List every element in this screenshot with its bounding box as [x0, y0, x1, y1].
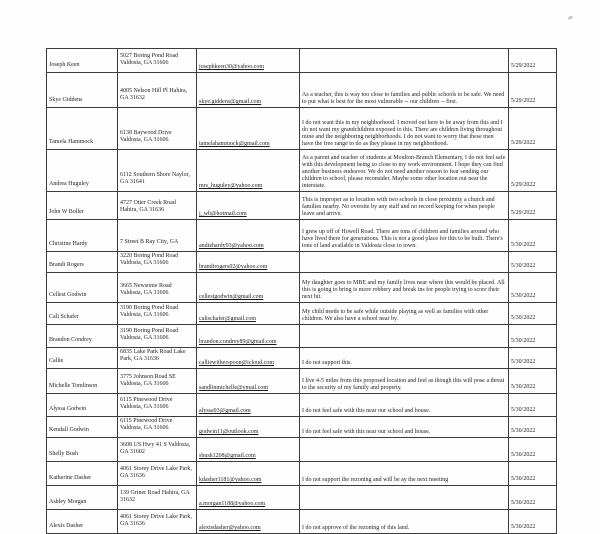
commenter-name: Callie [47, 348, 118, 369]
email-link[interactable]: brandon.condrey89@gmail.com [199, 339, 277, 345]
commenter-email-cell [197, 369, 300, 394]
commenter-address: 6835 Lake Park Road Lake Park, GA 31636 [118, 348, 197, 369]
commenter-address: 3190 Boring Pond Road Valdosta, GA 31606 [118, 325, 197, 348]
email-link[interactable]: kdasher1181@yahoo.com [199, 477, 262, 483]
comment-text: My child needs to be safe while outside playing as well as families with other children. We also have a school near by. [300, 303, 509, 325]
commenter-name: Joseph Keen [47, 49, 118, 73]
commenter-name: Skye Giddens [47, 73, 118, 108]
commenter-email-cell [197, 462, 300, 486]
commenter-name: John W Boller [47, 192, 118, 220]
table-row [47, 150, 557, 192]
comment-date: 5/29/2022 [509, 192, 557, 220]
table-row [47, 252, 557, 273]
commenter-name: Tamela Hammock [47, 108, 118, 150]
commenter-email-cell [197, 273, 300, 303]
comment-text: I do not feel safe with this near our school and house. [300, 394, 509, 417]
table-row [47, 510, 557, 534]
comments-table-body [47, 49, 557, 534]
commenter-email-cell [197, 510, 300, 534]
comment-date: 5/30/2022 [509, 303, 557, 325]
comment-text: I do not support this. [300, 348, 509, 369]
comment-text: I do not approve of the rezoning of this land. [300, 510, 509, 534]
commenter-name: Shelly Bush [47, 438, 118, 462]
commenter-email-cell [197, 303, 300, 325]
commenter-name: Brandi Rogers [47, 252, 118, 273]
comment-date: 5/30/2022 [509, 325, 557, 348]
commenter-email-cell [197, 108, 300, 150]
table-row [47, 369, 557, 394]
table-row [47, 303, 557, 325]
comment-text [300, 486, 509, 510]
commenter-email-cell [197, 220, 300, 252]
commenter-address: 3665 Newsome Road Valdosta, GA 31606 [118, 273, 197, 303]
commenter-email-cell [197, 73, 300, 108]
comment-text: I live 4-5 miles from this proposed location and feel as though this will pose a threat to the security of my family and property. [300, 369, 509, 394]
comment-text: I do not feel safe with this near our school and house. [300, 417, 509, 438]
commenter-name: Cali Schafer [47, 303, 118, 325]
commenter-address: 6112 Southern Shore Naylor, GA 31641 [118, 150, 197, 192]
email-link[interactable]: sbush1208@gmail.com [199, 453, 256, 459]
comment-text: This is improper as to location with two schools in close proximity a church and families nearby. No oversite by any staff and no record keeping for when people leave and arrive. [300, 192, 509, 220]
email-link[interactable]: alyssa93@gmail.com [199, 408, 251, 414]
scan-artifact [568, 15, 574, 20]
commenter-email-cell [197, 49, 300, 73]
comment-date: 5/29/2022 [509, 150, 557, 192]
public-comments-table [46, 48, 557, 534]
comment-text: As a teacher, this is way too close to families and public schools to be safe. We need to put what is best for the most vulnerable -- our children -- first. [300, 73, 509, 108]
commenter-address: 139 Griner Road Hahira, GA 31632 [118, 486, 197, 510]
comment-text [300, 49, 509, 73]
comment-date: 5/30/2022 [509, 438, 557, 462]
commenter-name: Ashley Morgan [47, 486, 118, 510]
commenter-address: 3608 US Hwy 41 S Valdosta, GA 31602 [118, 438, 197, 462]
commenter-email-cell [197, 486, 300, 510]
commenter-email-cell [197, 417, 300, 438]
comment-date: 5/29/2022 [509, 49, 557, 73]
email-link[interactable]: calliewitherspoon@icloud.com [199, 360, 275, 366]
commenter-address: 5027 Boring Pond Road Valdosta, GA 31606 [118, 49, 197, 73]
comment-date: 5/30/2022 [509, 417, 557, 438]
email-link[interactable]: tamelahammock@gmail.com [199, 141, 270, 147]
commenter-name: Katherine Dasher [47, 462, 118, 486]
comment-text [300, 325, 509, 348]
comment-text: I do not want this in my neighborhood. I moved out here to be away from this and I do not want my grandchildren exposed to this. There are children living throughout mine and the neighboring neighborhoods. I do not want to worry that these men have the free range to do as they please in my neighborhood. [300, 108, 509, 150]
email-link[interactable]: alexisdasher@yahoo.com [199, 525, 261, 531]
comment-text: I grew up off of Howell Road. There are tons of children and families around who have lived there for generations. This is not a good place for this to be built. There's tons of land available in Valdosta close to town. [300, 220, 509, 252]
email-link[interactable]: a.morgan1188@yahoo.com [199, 501, 266, 507]
commenter-name: Kendall Godwin [47, 417, 118, 438]
commenter-address: 6115 Pinewood Drive Valdosta, GA 31606 [118, 417, 197, 438]
email-link[interactable]: j_wb@hotmail.com [199, 211, 247, 217]
comment-text: As a parent and teacher of students at Moulton-Branch Elementary, I do not feel safe with this development being so close to my work environment. I hope they can find another business endeavor. We do not need another reason to fear sending our children to school, please reconsider. Maybe some other location out near the interstate. [300, 150, 509, 192]
comment-date: 5/29/2022 [509, 73, 557, 108]
comment-date: 5/30/2022 [509, 252, 557, 273]
commenter-name: Michelle Tomlinson [47, 369, 118, 394]
comment-date: 5/30/2022 [509, 348, 557, 369]
commenter-name: Alyssa Godwin [47, 394, 118, 417]
table-row [47, 394, 557, 417]
email-link[interactable]: andiehardy93@yahoo.com [199, 243, 264, 249]
commenter-email-cell [197, 192, 300, 220]
comment-date: 5/30/2022 [509, 394, 557, 417]
commenter-email-cell [197, 348, 300, 369]
table-row [47, 273, 557, 303]
commenter-address: 3775 Johnson Road SE Valdosta, GA 31606 [118, 369, 197, 394]
table-row [47, 417, 557, 438]
email-link[interactable]: cellestgodwin@gmail.com [199, 294, 264, 300]
email-link[interactable]: godwin11@outlook.com [199, 429, 259, 435]
email-link[interactable]: brandirogers02@yahoo.com [199, 264, 268, 270]
table-row [47, 108, 557, 150]
commenter-email-cell [197, 252, 300, 273]
table-row [47, 348, 557, 369]
commenter-name: Cellest Godwin [47, 273, 118, 303]
table-row [47, 486, 557, 510]
commenter-address: 4061 Storey Drive Lake Park, GA 31636 [118, 462, 197, 486]
comment-text [300, 438, 509, 462]
comment-date: 5/30/2022 [509, 369, 557, 394]
commenter-address: 4005 Nelson Hill Pl Hahira, GA 31632 [118, 73, 197, 108]
comment-date: 5/30/2022 [509, 486, 557, 510]
table-row [47, 192, 557, 220]
commenter-name: Christine Hardy [47, 220, 118, 252]
comment-date: 5/30/2022 [509, 220, 557, 252]
commenter-address: 3190 Boring Pond Road Valdosta, GA 31606 [118, 303, 197, 325]
commenter-email-cell [197, 438, 300, 462]
comment-date: 5/30/2022 [509, 462, 557, 486]
comment-text: My daughter goes to MBE and my family lives near where this would be placed. All this is going to bring is more robbery and break ins for people trying to score their next hit. [300, 273, 509, 303]
commenter-name: Andrea Huguley [47, 150, 118, 192]
commenter-name: Brandon Condrey [47, 325, 118, 348]
commenter-address: 3220 Boring Pond Road Valdosta, GA 31606 [118, 252, 197, 273]
table-row [47, 220, 557, 252]
commenter-name: Alexis Dasher [47, 510, 118, 534]
comment-date: 5/30/2022 [509, 510, 557, 534]
commenter-address: 7 Street B Ray City, GA [118, 220, 197, 252]
table-row [47, 73, 557, 108]
commenter-address: 6138 Baywood Drive Valdosta, GA 31606 [118, 108, 197, 150]
comment-text [300, 252, 509, 273]
table-row [47, 49, 557, 73]
comment-text: I do not support the rezoning and will be ay the next meeting [300, 462, 509, 486]
commenter-address: 6115 Pinewood Drive Valdosta, GA 31606 [118, 394, 197, 417]
commenter-email-cell [197, 150, 300, 192]
comment-date: 5/29/2022 [509, 108, 557, 150]
commenter-address: 4727 Otter Creek Road Hahira, GA 31636 [118, 192, 197, 220]
comment-date: 5/30/2022 [509, 273, 557, 303]
commenter-email-cell [197, 325, 300, 348]
email-link[interactable]: skye.giddens@gmail.com [199, 99, 262, 105]
email-link[interactable]: sandlinmichelle@ymail.com [199, 385, 269, 391]
table-row [47, 325, 557, 348]
email-link[interactable]: calischafer@gmail.com [199, 316, 256, 322]
email-link[interactable]: josephkeen30@yahoo.com [199, 64, 265, 70]
commenter-email-cell [197, 394, 300, 417]
table-row [47, 438, 557, 462]
email-link[interactable]: mrs_huguley@yahoo.com [199, 183, 263, 189]
table-row [47, 462, 557, 486]
commenter-address: 4061 Storey Drive Lake Park, GA 31636 [118, 510, 197, 534]
